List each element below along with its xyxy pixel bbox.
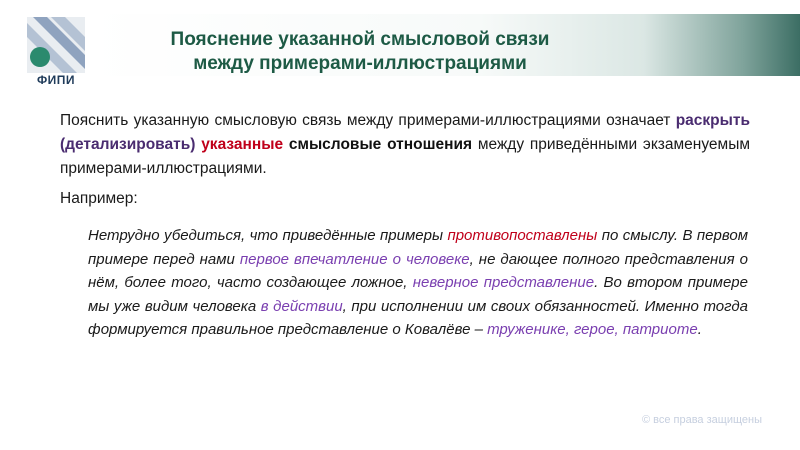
para-highlight-indicated: указанные xyxy=(201,136,284,153)
example-purple-1: первое впечатление о человеке xyxy=(239,250,470,268)
definition-paragraph xyxy=(60,109,750,181)
example-text-6: . xyxy=(697,321,702,338)
example-text-2: по смыслу. В первом примере перед нами xyxy=(88,227,748,268)
title-line-1: Пояснение указанной смысловой связи xyxy=(170,29,550,50)
title-line-2: между примерами-иллюстрациями xyxy=(193,53,527,74)
example-purple-2: неверное представление xyxy=(412,274,595,291)
example-text-3: , не дающее полного представления о нём, более того, часто создающее ложное, xyxy=(88,250,748,291)
logo-text: ФИПИ xyxy=(36,73,76,87)
para-text-2: между приведёнными экзаменуемым примерами-иллюстрациями. xyxy=(60,136,750,177)
example-label: Например: xyxy=(60,190,138,207)
example-red-1: противопоставлены xyxy=(447,227,598,244)
copyright-footer: © все права защищены xyxy=(641,414,762,426)
fipi-logo-graphic xyxy=(27,17,85,73)
example-paragraph xyxy=(88,224,748,342)
page-title xyxy=(110,28,610,76)
para-highlight-reveal: раскрыть (детализировать) xyxy=(60,112,750,153)
fipi-logo xyxy=(27,17,85,87)
para-highlight-relations: смысловые отношения xyxy=(288,136,473,153)
example-purple-4: труженике, герое, патриоте xyxy=(487,321,698,338)
para-text-1: Пояснить указанную смысловую связь между примерами-иллюстрациями означает xyxy=(60,112,676,129)
example-text-1: Нетрудно убедиться, что приведённые примеры xyxy=(88,227,448,244)
example-text-5: , при исполнении им своих обязанностей. Именно тогда формируется правильное представление о Ковалёве – xyxy=(88,297,748,338)
example-text-4: . Во втором примере мы уже видим человека xyxy=(88,274,748,315)
example-purple-3: в действии xyxy=(260,297,343,315)
